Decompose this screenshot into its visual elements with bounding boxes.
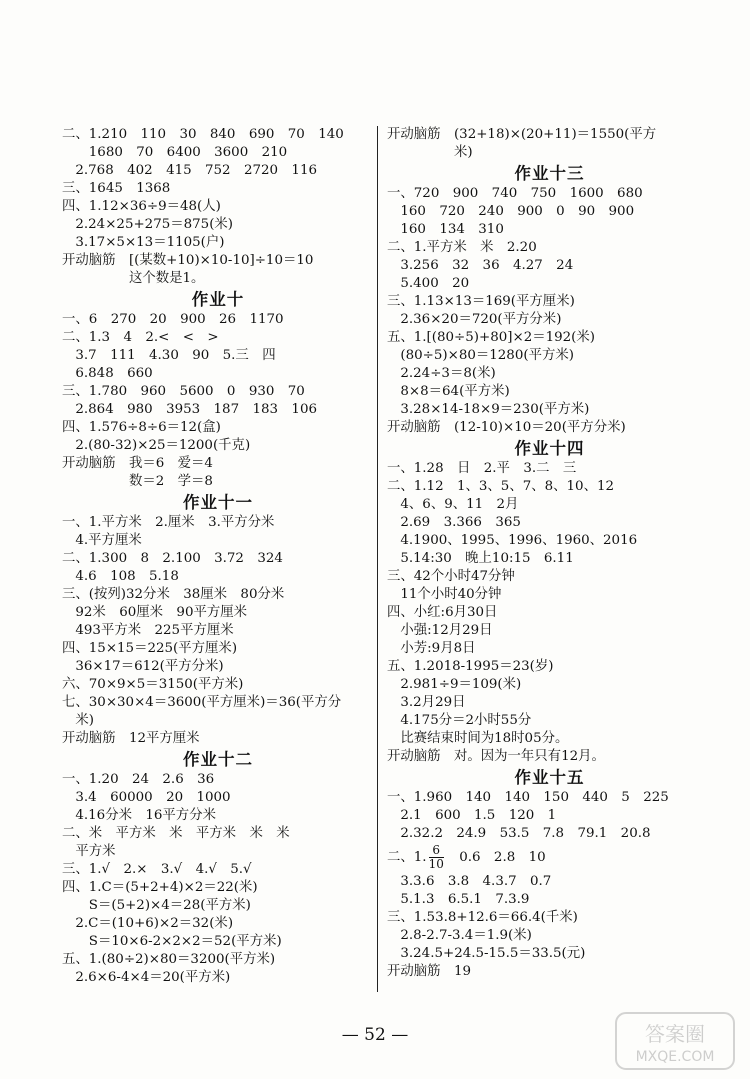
answer-line: 五、1.(80÷2)×80＝3200(平方米) (62, 952, 276, 967)
answer-line: 七、30×30×4＝3600(平方厘米)＝36(平方分 (62, 695, 342, 710)
answer-line: 6.848 660 (62, 366, 153, 381)
answer-column-left (62, 126, 374, 987)
answer-line: 3.28×14-18×9＝230(平方米) (387, 402, 590, 417)
answer-line: 2.24×25+275＝875(米) (62, 217, 234, 232)
answer-line: 5.14:30 晚上10:15 6.11 (387, 551, 574, 566)
answer-line: 2.32.2 24.9 53.5 7.8 79.1 20.8 (387, 826, 651, 841)
answer-line: 四、1.576÷8÷6＝12(盒) (62, 420, 221, 435)
answer-line: 3.4 60000 20 1000 (62, 790, 231, 805)
answer-line: 2.768 402 415 752 2720 116 (62, 163, 317, 178)
assignment-heading: 作业十二 (183, 750, 253, 769)
answer-line: S＝10×6-2×2×2＝52(平方米) (62, 934, 282, 949)
answer-line: 开动脑筋 12平方厘米 (62, 731, 200, 746)
answer-line: 4.1900、1995、1996、1960、2016 (387, 533, 638, 548)
answer-line: (80÷5)×80＝1280(平方米) (387, 348, 574, 363)
answer-line: 2.(80-32)×25＝1200(千克) (62, 438, 251, 453)
answer-line: 3.256 32 36 4.27 24 (387, 258, 574, 273)
answer-line: 三、1.13×13＝169(平方厘米) (387, 294, 575, 309)
answer-line: 数＝2 学＝8 (62, 474, 213, 489)
answer-line: 2.24÷3＝8(米) (387, 366, 496, 381)
answer-line: 92米 60厘米 90平方厘米 (62, 605, 248, 620)
fraction-numerator: 6 (429, 844, 444, 858)
answer-line: 三、1.53.8+12.6＝66.4(千米) (387, 910, 578, 925)
answer-line: 2.8-2.7-3.4＝1.9(米) (387, 928, 532, 943)
answer-line: 平方米 (62, 844, 116, 859)
answer-line: 四、小红:6月30日 (387, 605, 498, 620)
answer-line: 这个数是1。 (62, 271, 205, 286)
answer-line: 3.7 111 4.30 90 5.三 四 (62, 348, 276, 363)
answer-line: 3.17×5×13＝1105(户) (62, 235, 225, 250)
answer-line: 4.平方厘米 (62, 533, 142, 548)
answer-line: 一、1.20 24 2.6 36 (62, 772, 215, 787)
answer-line: 36×17＝612(平方分米) (62, 659, 224, 674)
assignment-heading: 作业十三 (514, 164, 585, 183)
answer-line: 小强:12月29日 (387, 623, 493, 638)
answer-line: 二、1.平方米 米 2.20 (387, 240, 537, 255)
answer-line: 开动脑筋 [(某数+10)×10-10]÷10＝10 (62, 253, 314, 268)
answer-line: 二、1.210 110 30 840 690 70 140 (62, 127, 344, 142)
answer-line: 三、1.780 960 5600 0 930 70 (62, 384, 305, 399)
fraction (429, 844, 444, 871)
answer-line: 开动脑筋 (32+18)×(20+11)＝1550(平方 (387, 127, 657, 142)
answer-line: 一、1.960 140 140 150 440 5 225 (387, 790, 669, 805)
answer-line: 三、1.√ 2.× 3.√ 4.√ 5.√ (62, 862, 252, 877)
answer-line-fraction (387, 843, 712, 873)
column-divider (377, 126, 378, 992)
assignment-heading: 作业十四 (514, 439, 585, 458)
answer-line: 小芳:9月8日 (387, 641, 476, 656)
answer-line: 2.69 3.366 365 (387, 515, 521, 530)
answer-line: 五、1.[(80÷5)+80]×2＝192(米) (387, 330, 596, 345)
fraction-prefix: 二、1. (387, 850, 427, 865)
answer-line: 一、1.28 日 2.平 3.二 三 (387, 461, 577, 476)
page-number-text: — 52 — (341, 1025, 409, 1045)
answer-line: 3.2月29日 (387, 695, 466, 710)
answer-line: S＝(5+2)×4＝28(平方米) (62, 898, 251, 913)
fraction-denominator: 10 (428, 857, 444, 871)
answer-line: 开动脑筋 对。因为一年只有12月。 (387, 749, 605, 764)
answer-line: 3.24.5+24.5-15.5＝33.5(元) (387, 946, 586, 961)
answer-line: 493平方米 225平方厘米 (62, 623, 234, 638)
answer-line: 三、1645 1368 (62, 181, 171, 196)
answer-line: 四、15×15＝225(平方厘米) (62, 641, 238, 656)
answer-line: 四、1.12×36÷9＝48(人) (62, 199, 221, 214)
watermark-logo (614, 1011, 736, 1071)
answer-line: 三、42个小时47分钟 (387, 569, 515, 584)
answer-line: 比赛结束时间为18时05分。 (387, 731, 569, 746)
answer-line: 2.6×6-4×4＝20(平方米) (62, 970, 231, 985)
svg-text:MXQE.COM: MXQE.COM (635, 1049, 715, 1065)
answer-line: 2.36×20＝720(平方分米) (387, 312, 562, 327)
answer-line: 2.864 980 3953 187 183 106 (62, 402, 317, 417)
answer-line: 米) (62, 713, 95, 728)
answer-line: 开动脑筋 我＝6 爱＝4 (62, 456, 213, 471)
answer-line: 5.400 20 (387, 276, 470, 291)
answer-line: 五、1.2018-1995＝23(岁) (387, 659, 554, 674)
answer-line: 5.1.3 6.5.1 7.3.9 (387, 892, 530, 907)
answer-line: 11个小时40分钟 (387, 587, 502, 602)
answer-line: 160 134 310 (387, 222, 504, 237)
answer-line: 2.C＝(10+6)×2＝32(米) (62, 916, 234, 931)
answer-line: 开动脑筋 19 (387, 964, 471, 979)
answer-line: 1680 70 6400 3600 210 (62, 145, 288, 160)
answer-line: 三、(按列)32分米 38厘米 80分米 (62, 587, 285, 602)
answer-line: 8×8＝64(平方米) (387, 384, 510, 399)
answer-line: 六、70×9×5＝3150(平方米) (62, 677, 244, 692)
answer-line: 开动脑筋 (12-10)×10＝20(平方分米) (387, 420, 626, 435)
answer-column-right (387, 126, 712, 981)
answer-line: 四、1.C＝(5+2+4)×2＝22(米) (62, 880, 258, 895)
answer-line: 一、6 270 20 900 26 1170 (62, 312, 284, 327)
answer-line: 二、1.3 4 2.< < > (62, 330, 219, 345)
answer-line: 二、米 平方米 米 平方米 米 米 (62, 826, 290, 841)
assignment-heading: 作业十五 (514, 768, 585, 787)
svg-text:答案圈: 答案圈 (645, 1022, 705, 1046)
answer-line: 4、6、9、11 2月 (387, 497, 519, 512)
answer-line: 4.16分米 16平方分米 (62, 808, 216, 823)
assignment-heading: 作业十一 (183, 493, 253, 512)
answer-line: 2.1 600 1.5 120 1 (387, 808, 557, 823)
assignment-heading: 作业十 (191, 290, 245, 309)
answer-line: 一、720 900 740 750 1600 680 (387, 186, 643, 201)
answer-line: 二、1.12 1、3、5、7、8、10、12 (387, 479, 615, 494)
answer-line: 160 720 240 900 0 90 900 (387, 204, 635, 219)
answer-line: 米) (387, 145, 473, 160)
answer-line: 一、1.平方米 2.厘米 3.平方分米 (62, 515, 275, 530)
answer-line: 二、1.300 8 2.100 3.72 324 (62, 551, 283, 566)
answer-line: 2.981÷9＝109(米) (387, 677, 522, 692)
answer-line: 4.6 108 5.18 (62, 569, 179, 584)
fraction-suffix: 0.6 2.8 10 (445, 850, 546, 865)
answer-line: 4.175分＝2小时55分 (387, 713, 532, 728)
answer-line: 3.3.6 3.8 4.3.7 0.7 (387, 874, 552, 889)
